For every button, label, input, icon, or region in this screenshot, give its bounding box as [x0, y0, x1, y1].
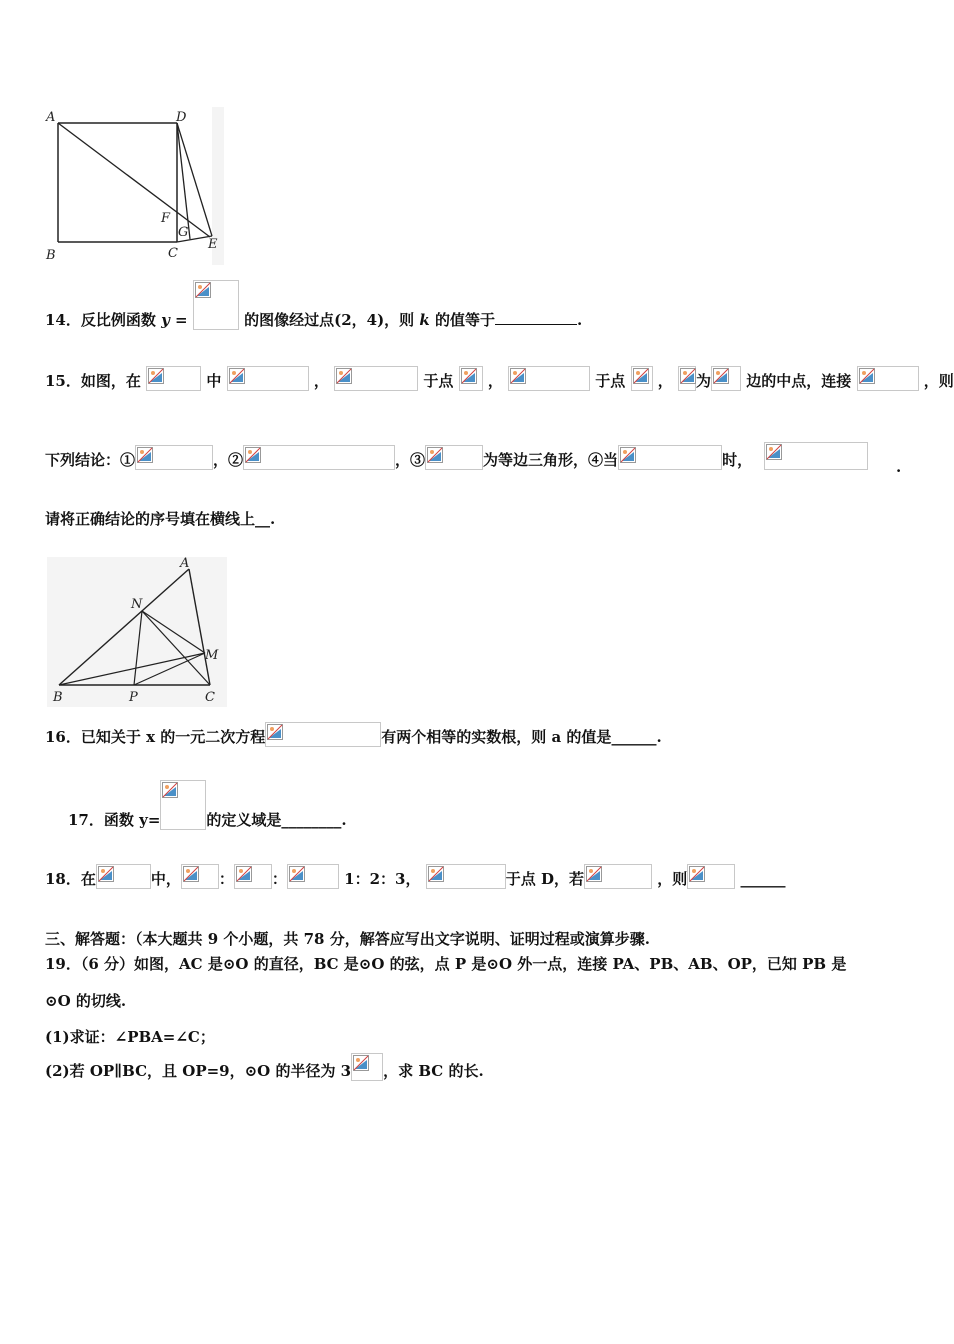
question-number: 17． [68, 811, 104, 829]
answer-blank[interactable]: ______ [740, 870, 786, 888]
q19-part-1-text: (1)求证：∠PBA=∠C； [45, 1028, 215, 1046]
q15-text: ，③ [395, 451, 426, 469]
label-B: B [53, 690, 63, 705]
q15-text: 于点 [595, 372, 626, 390]
label-F: F [161, 211, 171, 226]
q15-text: 边的中点，连接 [746, 372, 852, 390]
answer-blank[interactable]: ________ [281, 811, 342, 829]
image-placeholder-icon [245, 447, 261, 463]
question-16 [45, 722, 662, 747]
question-15-line-3 [45, 508, 275, 529]
question-number: 16． [45, 728, 81, 746]
q17-text: 的定义域是 [206, 811, 282, 829]
formula-image [459, 366, 483, 391]
question-17 [68, 780, 347, 830]
question-19-part-1 [45, 1026, 215, 1047]
section-heading [45, 928, 650, 949]
image-placeholder-icon [229, 368, 245, 384]
image-placeholder-icon [148, 368, 164, 384]
q15-text: 如图，在 [80, 372, 141, 390]
image-placeholder-icon [633, 368, 649, 384]
question-number: 18． [45, 870, 81, 888]
q15-text: ， [657, 372, 673, 390]
formula-image [287, 864, 339, 889]
image-placeholder-icon [183, 866, 199, 882]
formula-image [243, 445, 395, 470]
question-15-line-2-end [896, 458, 901, 476]
formula-image [764, 442, 868, 470]
formula-image [426, 864, 506, 889]
image-placeholder-icon [766, 444, 782, 460]
label-P: P [129, 690, 138, 705]
image-placeholder-icon [137, 447, 153, 463]
image-placeholder-icon [195, 282, 211, 298]
q15-text: 于点 [423, 372, 454, 390]
label-C: C [168, 246, 178, 261]
image-placeholder-icon [713, 368, 729, 384]
question-19-part-2 [45, 1053, 484, 1081]
question-15-line-2 [45, 442, 868, 470]
formula-image [160, 780, 206, 830]
q15-text: 中 [206, 372, 222, 390]
image-placeholder-icon [586, 866, 602, 882]
q15-text: 下列结论：① [45, 451, 136, 469]
formula-image [193, 280, 239, 330]
image-placeholder-icon [427, 447, 443, 463]
formula-image [618, 445, 722, 470]
formula-image [135, 445, 213, 470]
image-placeholder-icon [289, 866, 305, 882]
q18-text: ： [218, 870, 234, 888]
formula-image [711, 366, 741, 391]
image-placeholder-icon [267, 724, 283, 740]
q18-ratio: 1：2：3， [344, 870, 421, 888]
label-A: A [180, 556, 190, 571]
image-placeholder-icon [236, 866, 252, 882]
question-15-line-1 [45, 366, 954, 391]
q19-part-2-text: (2)若 OP∥BC，且 OP=9，⊙O 的半径为 3 [45, 1062, 352, 1080]
image-placeholder-icon [620, 447, 636, 463]
q18-text: ： [271, 870, 287, 888]
formula-image [678, 366, 696, 391]
q15-text: 为 [696, 372, 712, 390]
question-18 [45, 864, 785, 889]
q14-text-1: 反比例函数 [80, 311, 162, 329]
image-placeholder-icon [461, 368, 477, 384]
image-placeholder-icon [353, 1055, 369, 1071]
formula-image [96, 864, 151, 889]
q15-text: 时， [722, 451, 753, 469]
image-placeholder-icon [336, 368, 352, 384]
formula-image [687, 864, 735, 889]
question-19-line-1 [45, 953, 846, 974]
q15-instruction: 请将正确结论的序号填在横线上__. [45, 510, 276, 528]
q19-text: ⊙O 的切线. [45, 992, 127, 1010]
q15-text: . [896, 458, 902, 476]
q16-text: 有两个相等的实数根，则 a 的值是 [381, 728, 612, 746]
var-y: y [161, 311, 170, 329]
q16-text: 已知关于 x 的一元二次方程 [80, 728, 266, 746]
question-19-line-2 [45, 990, 126, 1011]
q18-text: 于点 D，若 [505, 870, 584, 888]
q15-text: ， [487, 372, 503, 390]
image-placeholder-icon [680, 368, 696, 384]
label-E: E [208, 237, 218, 252]
image-placeholder-icon [98, 866, 114, 882]
formula-image [265, 722, 381, 747]
q16-end: . [656, 728, 662, 746]
image-placeholder-icon [859, 368, 875, 384]
formula-image [227, 366, 309, 391]
label-N: N [131, 597, 143, 612]
q18-text: ，则 [657, 870, 688, 888]
q14-text-2: 的图像经过点(2，4)，则 [244, 311, 420, 329]
q14-end: . [577, 311, 583, 329]
formula-image [584, 864, 652, 889]
formula-image [425, 445, 483, 470]
label-A: A [46, 110, 56, 125]
q14-eq: = [169, 311, 188, 329]
q15-text: 为等边三角形，④当 [483, 451, 619, 469]
answer-blank[interactable]: ______ [611, 728, 657, 746]
formula-image [334, 366, 418, 391]
square-figure [40, 105, 230, 270]
formula-image [631, 366, 653, 391]
triangle-figure [45, 555, 230, 710]
question-number: 14． [45, 311, 81, 329]
question-14 [45, 280, 582, 330]
label-C: C [205, 690, 215, 705]
label-D: D [176, 110, 187, 125]
formula-image [234, 864, 272, 889]
var-k: k [419, 311, 430, 329]
image-placeholder-icon [510, 368, 526, 384]
formula-image [146, 366, 201, 391]
section-title: 三、解答题：（本大题共 9 个小题，共 78 分，解答应写出文字说明、证明过程或演算步骤. [45, 930, 650, 948]
label-B: B [46, 248, 56, 263]
q19-part-2-text: ，求 BC 的长. [383, 1062, 484, 1080]
image-placeholder-icon [162, 782, 178, 798]
q17-text: 函数 y= [103, 811, 161, 829]
formula-image [508, 366, 590, 391]
q18-text: 中， [150, 870, 181, 888]
q14-text-3: 的值等于 [429, 311, 496, 329]
q19-text: 19．（6 分）如图，AC 是⊙O 的直径，BC 是⊙O 的弦，点 P 是⊙O 外一点，连接 PA、PB、AB、OP，已知 PB 是 [45, 955, 847, 973]
formula-image [351, 1053, 383, 1081]
formula-image [181, 864, 219, 889]
formula-image [857, 366, 919, 391]
image-placeholder-icon [689, 866, 705, 882]
image-placeholder-icon [428, 866, 444, 882]
q17-end: . [341, 811, 347, 829]
q18-text: 在 [80, 870, 96, 888]
q15-text: ，则 [923, 372, 954, 390]
question-number: 15． [45, 372, 81, 390]
label-M: M [205, 648, 219, 663]
answer-blank[interactable] [495, 324, 577, 325]
q15-text: ，② [213, 451, 244, 469]
label-G: G [178, 225, 189, 240]
q15-text: ， [313, 372, 329, 390]
